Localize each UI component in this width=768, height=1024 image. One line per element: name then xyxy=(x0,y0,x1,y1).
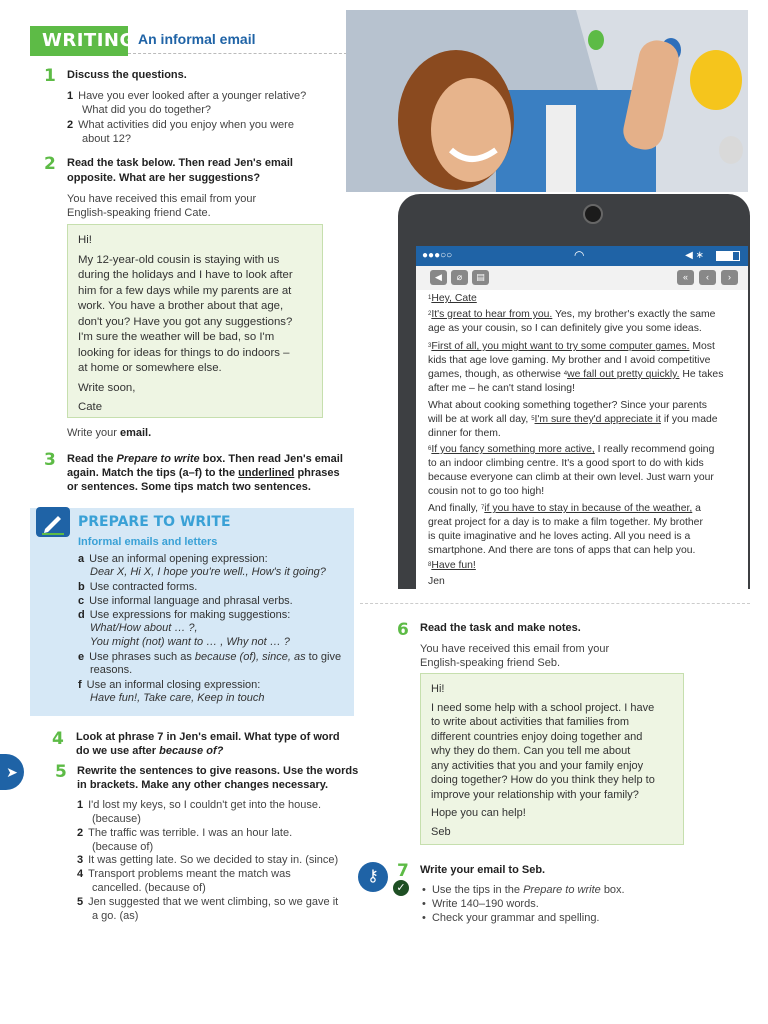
header-divider xyxy=(128,53,352,54)
previous-icon[interactable]: ‹ xyxy=(699,270,716,285)
email-body-line: him for a few days while my parents are at xyxy=(78,284,292,297)
tip-a-example: Dear X, Hi X, I hope you're well., How's it going? xyxy=(90,566,326,578)
jen-line: is quite imaginative and he loves acting. All you need is a xyxy=(428,531,691,542)
email-body-line: My 12-year-old cousin is staying with us xyxy=(78,253,280,266)
exercise-1-item-line2: What did you do together? xyxy=(82,104,212,116)
exercise-3-question-line2: again. Match the tips (a–f) to the underlined phrases xyxy=(67,467,340,479)
jen-line: $^2$It's great to hear from you. Yes, my brother's exactly the same xyxy=(428,309,716,320)
jen-line: will be at work all day, $^5$I'm sure they'd appreciate it if you made xyxy=(428,414,718,425)
email-signoff: Write soon, xyxy=(78,381,136,394)
email-sender: Cate xyxy=(78,401,103,413)
exercise-6-intro: You have received this email from your xyxy=(420,643,610,655)
exercise-5-question-line2: in brackets. Make any other changes necessary. xyxy=(77,779,329,791)
page-title: An informal email xyxy=(138,31,256,47)
exercise-5-item: 5 Jen suggested that we went climbing, so we gave it xyxy=(77,896,339,908)
wifi-icon: ◠ xyxy=(574,248,585,262)
exercise-number-6: 6 xyxy=(397,620,409,640)
exercise-5-item: 4 Transport problems meant the match was xyxy=(77,868,291,880)
exercise-1-item: 1 Have you ever looked after a younger relative? xyxy=(67,90,307,102)
next-icon[interactable]: › xyxy=(721,270,738,285)
reply-icon[interactable]: ◀ xyxy=(430,270,447,285)
exercise-number-7: 7 xyxy=(397,861,409,881)
jen-line: And finally, $^7$if you have to stay in because of the weather, a xyxy=(428,503,701,514)
list-icon[interactable]: ▤ xyxy=(472,270,489,285)
jen-line: after me – he can't stand losing! xyxy=(428,383,575,394)
exercise-5-item-line2: cancelled. (because of) xyxy=(92,882,206,894)
exercise-3-question: Read the Prepare to write box. Then read Jen's email xyxy=(67,453,343,465)
writing-badge: WRITING xyxy=(30,26,128,56)
jen-line: $^3$First of all, you might want to try some computer games. Most xyxy=(428,341,715,352)
email-body-line: doing together? How do you think they help to xyxy=(431,774,655,786)
section-header xyxy=(30,26,352,56)
tablet-status-bar xyxy=(416,246,748,266)
jen-line: smartphone. And there are tons of apps that can help you. xyxy=(428,545,696,556)
signal-indicator: ●●●○○ xyxy=(422,250,453,261)
exercise-5-item: 1 I'd lost my keys, so I couldn't get into the house. xyxy=(77,799,322,811)
tip-c: c Use informal language and phrasal verbs. xyxy=(78,595,293,607)
email-body-line: at home or somewhere else. xyxy=(78,362,222,374)
exercise-5-item: 3 It was getting late. So we decided to stay in. (since) xyxy=(77,854,339,866)
jen-signoff: $^8$Have fun! xyxy=(428,560,476,571)
email-body-line: to write about activities that families from xyxy=(431,716,630,728)
exercise-2-intro: You have received this email from your xyxy=(67,193,257,205)
section-divider xyxy=(360,603,750,604)
prepare-title: PREPARE TO WRITE xyxy=(78,514,231,530)
exercise-2-intro-line2: English-speaking friend Cate. xyxy=(67,207,211,219)
exercise-5-item-line2: a go. (as) xyxy=(92,910,139,922)
jen-line: cousin not to go too high! xyxy=(428,486,545,497)
pencil-icon xyxy=(36,507,70,537)
tip-f: f Use an informal closing expression: xyxy=(78,679,261,691)
tip-e-line2: reasons. xyxy=(90,664,133,676)
exercise-1-item: 2 What activities did you enjoy when you were xyxy=(67,119,294,131)
cate-email xyxy=(67,224,323,418)
jen-line: great project for a day is to make a film together. My brother xyxy=(428,517,703,528)
instruction-bullet: • Use the tips in the Prepare to write box. xyxy=(422,884,625,896)
email-body-line: looking for ideas for things to do indoors – xyxy=(78,346,290,359)
tip-a: a Use an informal opening expression: xyxy=(78,553,268,565)
tip-d: d Use expressions for making suggestions: xyxy=(78,609,291,621)
tip-d-example-2: You might (not) want to … , Why not … ? xyxy=(90,636,290,648)
email-body-line: I'm sure the weather will be bad, so I'm xyxy=(78,331,275,343)
exercise-5-question: Rewrite the sentences to give reasons. Use the words xyxy=(77,765,359,777)
battery-icon xyxy=(716,251,740,261)
exercise-4-question-line2: do we use after because of? xyxy=(76,745,224,757)
rewind-icon[interactable]: « xyxy=(677,270,694,285)
jen-line: What about cooking something together? Since your parents xyxy=(428,400,707,411)
exercise-number-4: 4 xyxy=(52,729,64,749)
exercise-2-question: Read the task below. Then read Jen's email xyxy=(67,157,293,169)
email-body-line: I need some help with a school project. I have xyxy=(431,701,655,714)
email-signoff: Hope you can help! xyxy=(431,807,526,819)
email-sender: Seb xyxy=(431,825,451,838)
exercise-6-intro-line2: English-speaking friend Seb. xyxy=(420,657,561,669)
write-your-email: Write your email. xyxy=(67,427,152,439)
email-body-line: don't you? Have you got any suggestions? xyxy=(78,315,293,328)
tip-d-example: What/How about … ?, xyxy=(90,622,198,634)
jen-line: kids that age love gaming. My brother and I avoid competitive xyxy=(428,355,711,366)
exercise-6-question: Read the task and make notes. xyxy=(420,622,581,634)
exercise-number-5: 5 xyxy=(55,762,67,782)
tip-b: b Use contracted forms. xyxy=(78,581,198,593)
prepare-subtitle: Informal emails and letters xyxy=(78,536,218,548)
exercise-3-question-line3: or sentences. Some tips match two sentences. xyxy=(67,481,311,493)
tip-f-example: Have fun!, Take care, Keep in touch xyxy=(90,692,265,704)
email-greeting: Hi! xyxy=(431,683,445,695)
exercise-5-item-line2: (because) xyxy=(92,813,141,825)
cursor-icon[interactable]: ➤ xyxy=(0,754,24,790)
check-icon: ✓ xyxy=(393,880,409,896)
seb-email xyxy=(420,673,684,845)
climbing-boy-photo xyxy=(346,10,748,192)
jen-line: games, though, as otherwise $^4$we fall out pretty quickly. He takes xyxy=(428,369,724,380)
email-body-line: any activities that you and your family enjoy xyxy=(431,759,644,772)
exercise-2-question-line2: opposite. What are her suggestions? xyxy=(67,172,261,184)
email-body-line: why they do them. Can you tell me about xyxy=(431,745,631,757)
location-bluetooth-icons: ◀ ∗ xyxy=(685,250,704,261)
exercise-number-3: 3 xyxy=(44,450,56,470)
exercise-7-question: Write your email to Seb. xyxy=(420,864,546,876)
exercise-5-item-line2: (because of) xyxy=(92,841,154,853)
jen-line: $^6$If you fancy something more active, I really recommend going xyxy=(428,444,715,455)
instruction-bullet: • Check your grammar and spelling. xyxy=(422,912,600,924)
exercise-number-2: 2 xyxy=(44,154,56,174)
jen-sender: Jen xyxy=(428,576,445,587)
exercise-4-question: Look at phrase 7 in Jen's email. What type of word xyxy=(76,731,340,743)
exercise-1-question: Discuss the questions. xyxy=(67,69,187,81)
exercise-1-item-line2: about 12? xyxy=(82,133,131,145)
exercise-number-1: 1 xyxy=(44,66,56,86)
jen-line: because everyone can climb at their own level. Just warn your xyxy=(428,472,714,483)
email-body-line: during the holidays and I have to look after xyxy=(78,269,293,281)
exercise-5-item: 2 The traffic was terrible. I was an hour late. xyxy=(77,827,293,839)
jen-line: age as your cousin, so I can definitely give you some ideas. xyxy=(428,323,702,334)
instruction-bullet: • Write 140–190 words. xyxy=(422,898,539,910)
jen-greeting: $^1$Hey, Cate xyxy=(428,293,477,304)
attach-icon[interactable]: ⌀ xyxy=(451,270,468,285)
email-body-line: different countries enjoy doing together and xyxy=(431,730,643,743)
email-toolbar xyxy=(416,266,748,290)
jen-line: to an indoor climbing centre. It's a good sport to do with kids xyxy=(428,458,704,469)
jen-line: dinner for them. xyxy=(428,428,501,439)
email-body-line: work. You have a brother about that age, xyxy=(78,300,284,312)
tip-e: e Use phrases such as because (of), since, as to give xyxy=(78,651,342,663)
email-greeting: Hi! xyxy=(78,234,92,246)
key-icon: ⚷ xyxy=(358,862,388,892)
tablet-camera xyxy=(583,204,603,224)
email-body-line: improve your relationship with your family? xyxy=(431,788,639,801)
